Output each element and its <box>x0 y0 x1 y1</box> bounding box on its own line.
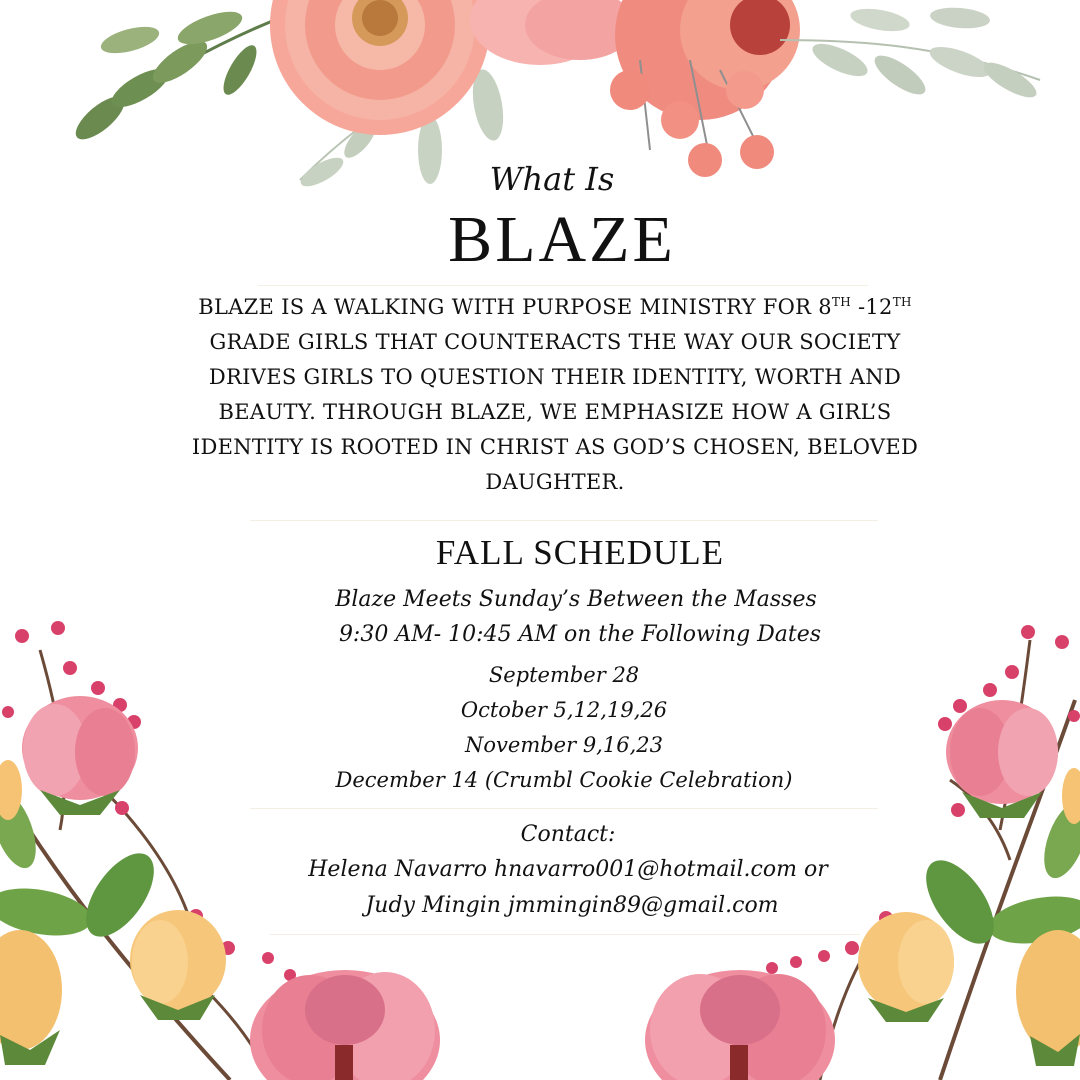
contact-line-1: Helena Navarro hnavarro001@hotmail.com or <box>308 857 828 882</box>
description-part1: BLAZE IS A WALKING WITH PURPOSE MINISTRY FOR 8 <box>198 295 832 319</box>
description-text <box>180 290 930 500</box>
contact-label: Contact: <box>520 822 616 847</box>
description-part2: -12 <box>850 295 893 319</box>
description-part3: GRADE GIRLS THAT COUNTERACTS THE WAY OUR SOCIETY DRIVES GIRLS TO QUESTION THEIR IDENTITY, WORTH AND BEAUTY. THROUGH BLAZE, WE EMPHASIZE HOW A GIRL’S IDENTITY IS ROOTED IN CHRIST AS GOD’S CHOSEN, BELOVED DAUGHTER. <box>191 330 919 494</box>
description-sup1: TH <box>831 295 851 309</box>
pre-title: What Is <box>489 160 615 198</box>
schedule-date: September 28 <box>488 663 640 687</box>
schedule-title: FALL SCHEDULE <box>435 533 725 572</box>
divider-lower <box>250 808 878 809</box>
contact-line-2: Judy Mingin jmmingin89@gmail.com <box>365 893 779 918</box>
schedule-date: December 14 (Crumbl Cookie Celebration) <box>335 768 793 792</box>
schedule-meets-line: Blaze Meets Sunday’s Between the Masses <box>335 587 817 612</box>
description-sup2: TH <box>892 295 912 309</box>
divider-top <box>258 285 868 286</box>
description <box>180 290 930 500</box>
divider-bottom <box>270 934 860 935</box>
divider-middle <box>250 520 878 521</box>
schedule-date: October 5,12,19,26 <box>460 698 668 722</box>
page-title: BLAZE <box>448 203 676 276</box>
schedule-date: November 9,16,23 <box>465 733 663 757</box>
schedule-time-line: 9:30 AM- 10:45 AM on the Following Dates <box>338 622 822 647</box>
